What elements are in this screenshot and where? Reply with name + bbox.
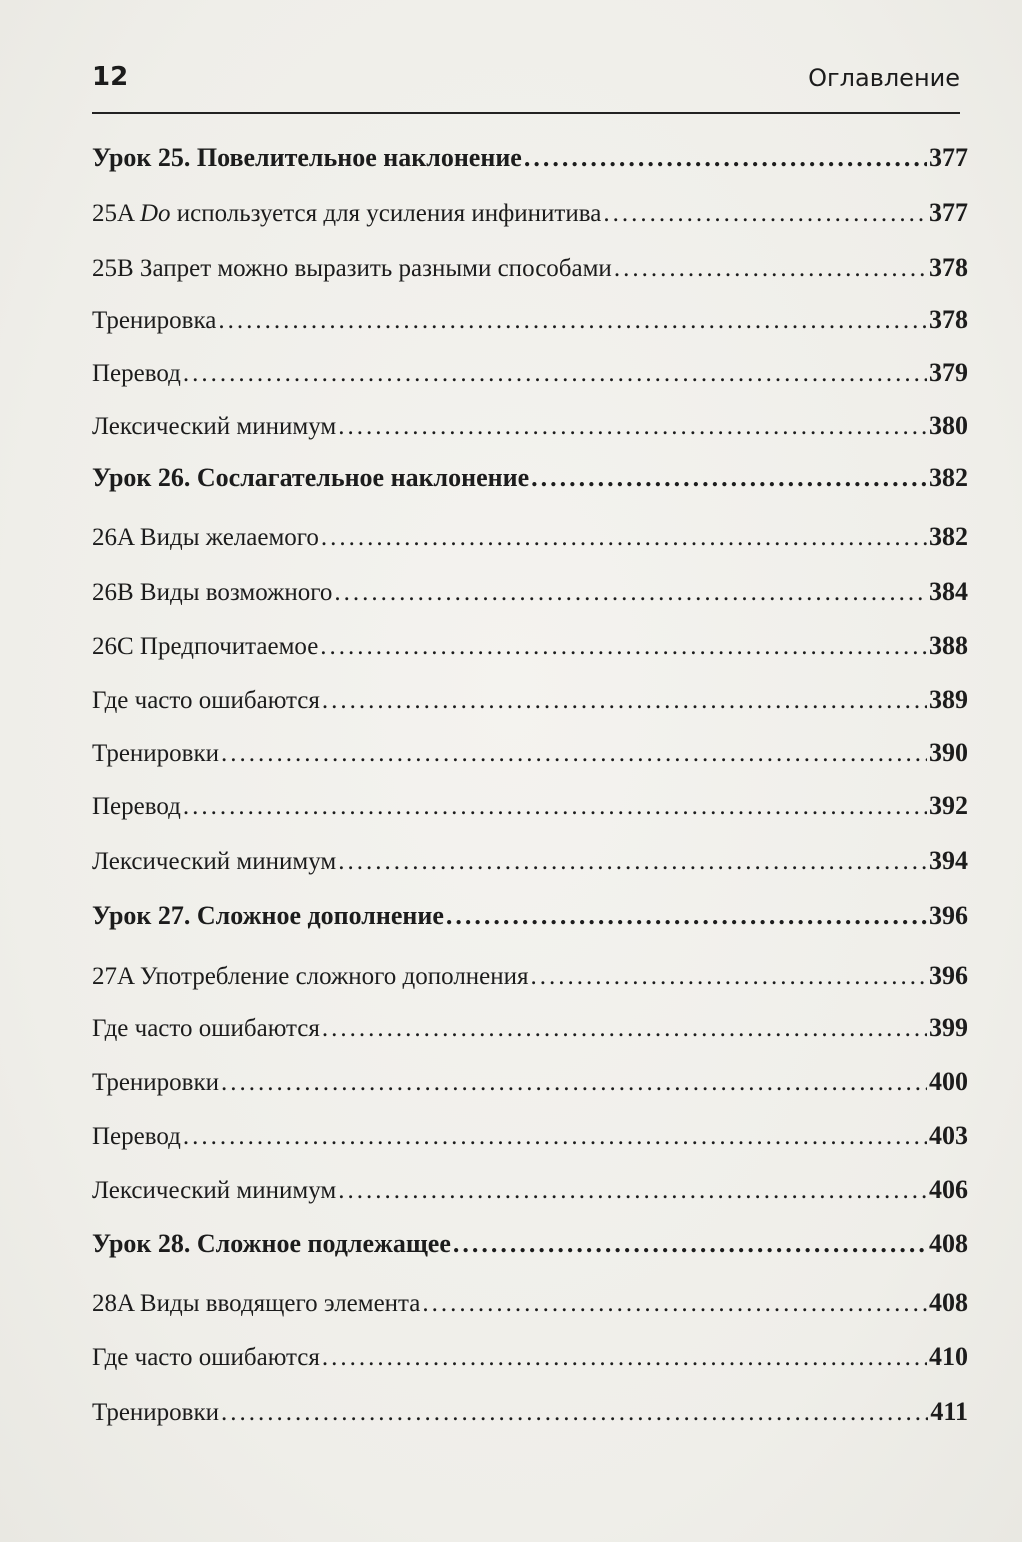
toc-entry [92,1120,968,1153]
toc-lesson-entry [92,142,968,174]
running-title: Оглавление [808,64,960,92]
dot-leader [183,791,927,823]
dot-leader [422,1288,927,1320]
toc-entry-title [92,198,601,230]
toc-page-number: 382 [929,463,968,492]
toc-page-number: 378 [929,253,968,282]
toc-page-number: 388 [929,631,968,660]
toc-page-number: 384 [929,577,968,606]
toc-page-number: 396 [929,901,968,930]
toc-entry-title [92,685,320,717]
toc-page-number: 389 [929,685,968,714]
toc-entry-title-suffix: используется для усиления инфинитива [170,200,602,227]
toc-entry-title [92,791,181,823]
toc-entry [92,684,968,717]
toc-page-number: 390 [929,738,968,767]
toc-page-number: 377 [929,198,968,227]
toc-entry-title-text: Тренировки [92,1069,220,1096]
toc-page-number: 396 [929,961,968,990]
toc-lesson-entry [92,900,968,932]
toc-entry [92,252,968,285]
toc-entry [92,576,968,609]
dot-leader [221,738,927,770]
toc-page-number: 406 [929,1175,968,1204]
toc-page-number: 411 [930,1397,968,1426]
toc-page-number: 403 [929,1121,968,1150]
toc-entry-title-text: Урок 27. Сложное дополнение [92,901,444,930]
toc-entry-title [92,1067,219,1099]
toc-entry-title [92,961,529,993]
toc-entry-title [92,1228,451,1260]
toc-entry-title-text: 28A Виды вводящего элемента [92,1290,421,1317]
toc-entry-title [92,738,219,770]
dot-leader [221,1397,928,1429]
toc-entry [92,304,968,337]
dot-leader [524,142,927,174]
toc-page-number: 399 [929,1013,968,1042]
toc-entry-title-text: Тренировки [92,1399,220,1426]
toc-entry-title [92,253,612,285]
toc-entry-title-text: Лексический минимум [92,413,337,440]
toc-entry [92,410,968,443]
toc-page-number: 380 [929,411,968,440]
toc-page-number: 394 [929,846,968,875]
toc-entry-title-text: Перевод [92,1123,181,1150]
toc-entry [92,1396,968,1429]
toc-entry-title-text: Лексический минимум [92,1177,337,1204]
toc-entry-title [92,462,529,494]
toc-entry-title [92,1121,181,1153]
toc-entry [92,790,968,823]
dot-leader [322,685,927,717]
dot-leader [453,1228,927,1260]
toc-entry [92,521,968,554]
dot-leader [338,1175,927,1207]
toc-entry [92,737,968,770]
toc-entry [92,845,968,878]
toc-page-number: 400 [929,1067,968,1096]
toc-entry-title [92,577,332,609]
dot-leader [531,462,927,494]
toc-entry-title-text: 27A Употребление сложного дополнения [92,963,529,990]
dot-leader [321,522,927,554]
toc-entry-title-text: Перевод [92,360,181,387]
toc-page-number: 408 [929,1229,968,1258]
dot-leader [322,1342,927,1374]
toc-entry-title [92,846,336,878]
toc-entry-title-text: Тренировки [92,740,220,767]
toc-entry-title [92,358,181,390]
toc-lesson-entry [92,462,968,494]
toc-entry-title-text: Перевод [92,793,181,820]
toc-entry [92,1174,968,1207]
toc-entry-title [92,1013,320,1045]
toc-entry [92,1287,968,1320]
toc-entry-title-text: Урок 26. Сослагательное наклонение [92,463,530,492]
toc-entry [92,630,968,663]
toc-page-number: 408 [929,1288,968,1317]
toc-entry-title [92,1342,320,1374]
dot-leader [322,1013,927,1045]
toc-entry-title-text: Где часто ошибаются [92,687,320,714]
dot-leader [221,1067,927,1099]
toc-page-number: 392 [929,791,968,820]
toc-page-number: 379 [929,358,968,387]
toc-page-number: 382 [929,522,968,551]
dot-leader [320,631,927,663]
toc-entry [92,197,968,230]
toc-entry [92,357,968,390]
toc-page-number: 410 [929,1342,968,1371]
toc-entry-title-text: 26C Предпочитаемое [92,633,319,660]
toc-entry-title [92,631,318,663]
toc-entry-title [92,1397,219,1429]
toc-entry [92,1012,968,1045]
dot-leader [334,577,927,609]
toc-entry-title [92,1288,420,1320]
toc-entry-title-text: Тренировка [92,307,217,334]
toc-page-number: 378 [929,305,968,334]
dot-leader [183,1121,927,1153]
toc-entry [92,1066,968,1099]
toc-entry-title-text: 25A [92,200,140,227]
dot-leader [603,198,927,230]
header-rule [92,112,960,114]
toc-lesson-entry [92,1228,968,1260]
toc-entry-title-text: 26B Виды возможного [92,579,333,606]
toc-entry [92,960,968,993]
toc-entry-title [92,305,216,337]
toc-entry-title [92,142,522,174]
dot-leader [531,961,927,993]
toc-entry-title [92,411,336,443]
dot-leader [338,411,927,443]
toc-entry-title-text: Урок 28. Сложное подлежащее [92,1229,451,1258]
dot-leader [183,358,927,390]
toc-entry-title [92,900,444,932]
toc-entry-title-text: Где часто ошибаются [92,1015,320,1042]
toc-entry-title-text: 25B Запрет можно выразить разными способами [92,255,612,282]
page-number: 12 [92,62,129,92]
toc-entry-title [92,522,319,554]
toc-entry-title-text: Урок 25. Повелительное наклонение [92,143,522,172]
dot-leader [218,305,927,337]
toc-page-number: 377 [929,143,968,172]
dot-leader [614,253,927,285]
toc-entry-title-italic: Do [139,200,171,227]
dot-leader [338,846,927,878]
toc-entry-title [92,1175,336,1207]
toc-entry-title-text: 26A Виды желаемого [92,524,319,551]
toc-entry [92,1341,968,1374]
toc-entry-title-text: Где часто ошибаются [92,1344,320,1371]
dot-leader [446,900,927,932]
page-header [92,60,960,100]
toc-entry-title-text: Лексический минимум [92,848,337,875]
